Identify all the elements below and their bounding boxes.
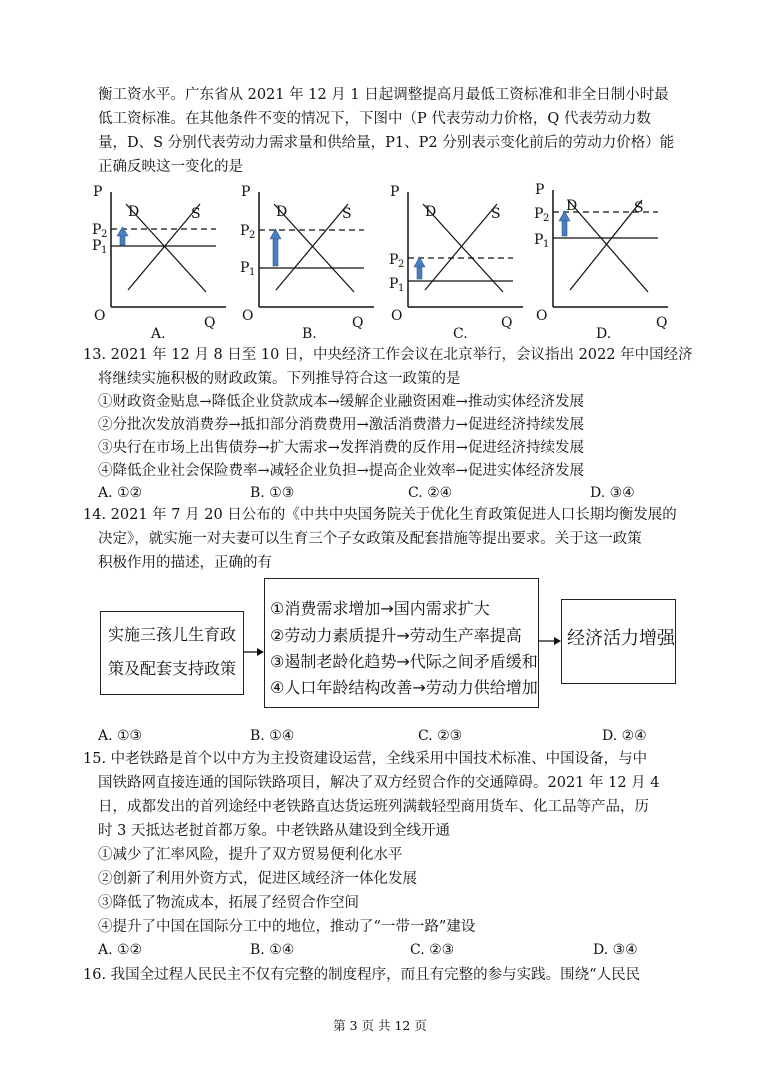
p2-sub: 2 (398, 259, 405, 270)
origin-label: O (94, 308, 106, 324)
diagram-middle-line-1: ①消费需求增加→国内需求扩大 (270, 599, 490, 618)
option-label: D. (596, 326, 612, 342)
q12-line-1: 衡工资水平。广东省从 2021 年 12 月 1 日起调整提高月最低工资标准和非全日制小时最 (98, 87, 669, 103)
q15-option-b[interactable]: B. ①④ (250, 942, 295, 958)
q13-line-6: ④降低企业社会保险费率→减轻企业负担→提高企业效率→促进实体经济发展 (98, 463, 584, 479)
origin-label: O (536, 308, 548, 324)
q13-line-2: 将继续实施积极的财政政策。下列推导符合这一政策的是 (98, 371, 461, 387)
s-label: S (491, 206, 501, 222)
q14-line-2: 决定》，就实施一对夫妻可以生育三个子女政策及配套措施等提出要求。关于这一政策 (98, 531, 642, 547)
p1-sub: 1 (398, 283, 405, 294)
q14-option-d[interactable]: D. ②④ (602, 728, 647, 744)
p-axis-label: P (390, 184, 400, 200)
q14-line-1: 14. 2021 年 7 月 20 日公布的《中共中央国务院关于优化生育政策促进人口长期均衡发展的 (83, 507, 677, 523)
q13-line-3: ①财政资金贴息→降低企业贷款成本→缓解企业融资困难→推动实体经济发展 (98, 394, 584, 410)
q13-option-a[interactable]: A. ①② (98, 485, 143, 501)
q14-option-a[interactable]: A. ①③ (98, 728, 143, 744)
q15-line-3: 日，成都发出的首列途经中老铁路直达货运班列满载轻型商用货车、化工品等产品，历 (98, 799, 649, 815)
p1-sub: 1 (249, 267, 256, 278)
p-axis-label: P (535, 182, 545, 198)
q15-line-2: 国铁路网直接连通的国际铁路项目，解决了双方经贸合作的交通障碍。2021 年 12 月 4 (98, 775, 660, 791)
option-label: A. (151, 326, 166, 342)
d-label: D (276, 204, 288, 220)
q12-line-3: 量，D、S 分别代表劳动力需求量和供给量，P1、P2 分别表示变化前后的劳动力价格）能 (98, 135, 675, 151)
q15-line-5: ①减少了汇率风险，提升了双方贸易便利化水平 (98, 847, 403, 863)
option-label: B. (302, 326, 317, 342)
q12-line-4: 正确反映这一变化的是 (98, 159, 243, 175)
p2-label: P (240, 223, 250, 239)
p2-sub: 2 (101, 229, 108, 240)
p1-label: P (92, 238, 102, 254)
q15-line-8: ④提升了中国在国际分工中的地位，推动了“一带一路”建设 (98, 919, 476, 935)
diagram-middle-line-4: ④人口年龄结构改善→劳动力供给增加 (270, 678, 538, 697)
s-label: S (634, 200, 644, 216)
origin-label: O (242, 308, 254, 324)
q13-option-c[interactable]: C. ②④ (408, 485, 453, 501)
p2-label: P (389, 252, 399, 268)
q13-line-5: ③央行在市场上出售债券→扩大需求→发挥消费的反作用→促进经济持续发展 (98, 440, 584, 456)
q12-line-2: 低工资标准。在其他条件不变的情况下，下图中（P 代表劳动力价格，Q 代表劳动力数 (98, 111, 651, 127)
diagram-left-line-1: 实施三孩儿生育政 (108, 625, 237, 644)
q13-option-d[interactable]: D. ③④ (590, 485, 635, 501)
p-axis-label: P (241, 184, 251, 200)
p1-label: P (240, 260, 250, 276)
p2-label: P (92, 222, 102, 238)
d-label: D (128, 204, 140, 220)
p2-sub: 2 (249, 230, 256, 241)
diagram-right-text: 经济活力增强 (567, 628, 675, 649)
d-label: D (566, 198, 578, 214)
q15-option-a[interactable]: A. ①② (98, 942, 143, 958)
q-axis-label: Q (204, 315, 216, 331)
s-label: S (191, 206, 201, 222)
p1-sub: 1 (543, 239, 550, 250)
q-axis-label: Q (501, 315, 513, 331)
q15-line-1: 15. 中老铁路是首个以中方为主投资建设运营，全线采用中国技术标准、中国设备，与中 (83, 751, 648, 767)
q13-line-4: ②分批次发放消费券→抵扣部分消费费用→激活消费潜力→促进经济持续发展 (98, 417, 584, 433)
q14-option-b[interactable]: B. ①④ (250, 728, 295, 744)
s-label: S (342, 206, 352, 222)
q-axis-label: Q (656, 315, 668, 331)
page-footer: 第 3 页 共 12 页 (333, 1018, 427, 1033)
q15-line-6: ②创新了利用外资方式，促进区域经济一体化发展 (98, 871, 417, 887)
q15-option-d[interactable]: D. ③④ (593, 942, 638, 958)
d-label: D (425, 204, 437, 220)
q13-option-b[interactable]: B. ①③ (250, 485, 295, 501)
q14-option-c[interactable]: C. ②③ (418, 728, 463, 744)
arrow-right-icon (554, 637, 561, 645)
diagram-middle-line-3: ③遏制老龄化趋势→代际之间矛盾缓和 (270, 652, 538, 671)
p2-sub: 2 (543, 213, 550, 224)
q15-line-4: 时 3 天抵达老挝首都万象。中老铁路从建设到全线开通 (98, 823, 450, 839)
arrow-right-icon (257, 648, 264, 656)
option-label: C. (453, 326, 468, 342)
q14-line-3: 积极作用的描述，正确的有 (98, 555, 272, 571)
diagram-middle-line-2: ②劳动力素质提升→劳动生产率提高 (270, 626, 522, 645)
q16-line-1: 16. 我国全过程人民民主不仅有完整的制度程序，而且有完整的参与实践。围绕“人民民 (83, 967, 641, 983)
origin-label: O (391, 308, 403, 324)
q13-line-1: 13. 2021 年 12 月 8 日至 10 日，中央经济工作会议在北京举行，会议指出 2022 年中国经济 (83, 347, 693, 363)
p-axis-label: P (93, 184, 103, 200)
diagram-left-line-2: 策及配套支持政策 (108, 659, 237, 678)
q15-option-c[interactable]: C. ②③ (410, 942, 455, 958)
p1-label: P (389, 276, 399, 292)
p1-label: P (534, 232, 544, 248)
q-axis-label: Q (352, 315, 364, 331)
p1-sub: 1 (101, 245, 108, 256)
p2-label: P (534, 206, 544, 222)
q15-line-7: ③降低了物流成本，拓展了经贸合作空间 (98, 895, 359, 911)
